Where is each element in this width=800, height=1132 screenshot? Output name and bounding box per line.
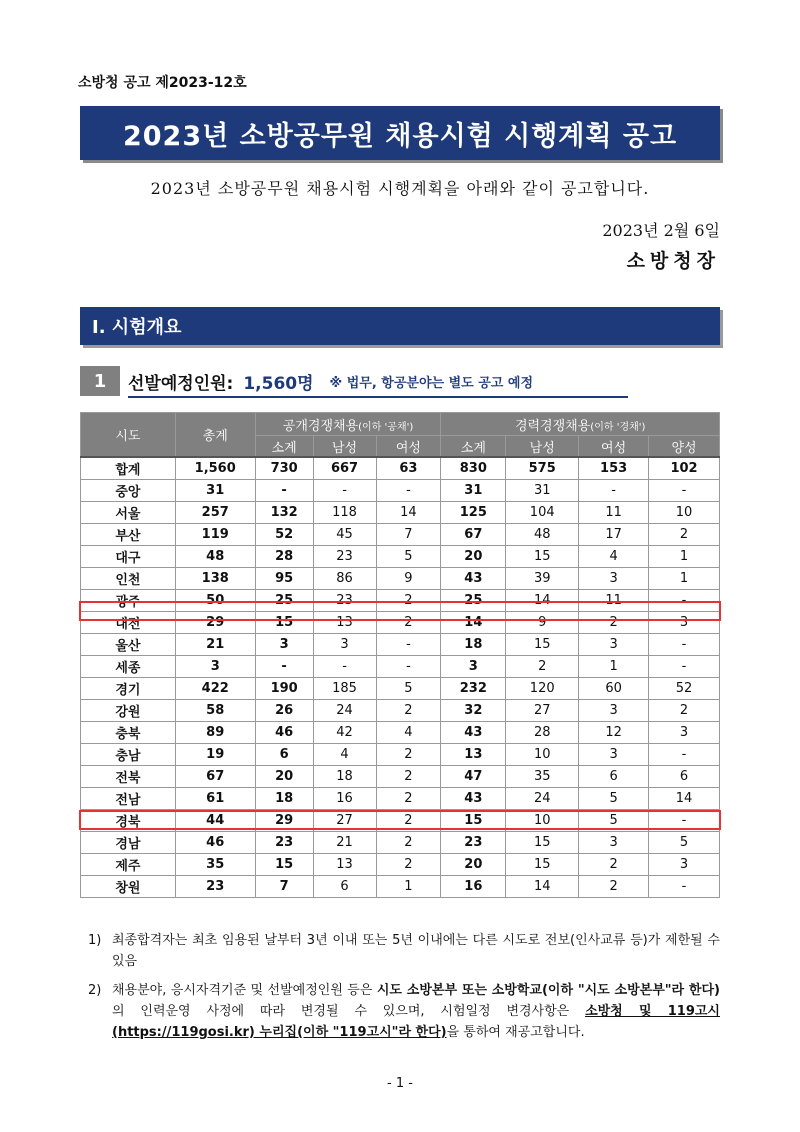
value-cell: -	[649, 876, 720, 898]
value-cell: 5	[579, 810, 649, 832]
value-cell: 18	[255, 788, 313, 810]
value-cell: 45	[313, 524, 376, 546]
value-cell: 2	[376, 744, 441, 766]
table-row	[81, 810, 720, 832]
header-open-recruitment: 공개경쟁채용(이하 '공채')	[255, 413, 441, 436]
value-cell: 15	[506, 546, 579, 568]
value-cell: 86	[313, 568, 376, 590]
region-cell: 울산	[81, 634, 176, 656]
header-region: 시도	[81, 413, 176, 458]
table-row	[81, 568, 720, 590]
value-cell: 575	[506, 457, 579, 480]
subheader-cell: 남성	[313, 436, 376, 458]
value-cell: 23	[313, 546, 376, 568]
footnote-number: 2)	[88, 983, 102, 998]
table-row	[81, 744, 720, 766]
value-cell: 730	[255, 457, 313, 480]
value-cell: 13	[441, 744, 506, 766]
value-cell: 2	[579, 612, 649, 634]
value-cell: 15	[506, 832, 579, 854]
value-cell: -	[255, 656, 313, 678]
region-cell: 합계	[81, 457, 176, 480]
value-cell: 5	[649, 832, 720, 854]
value-cell: 17	[579, 524, 649, 546]
value-cell: 104	[506, 502, 579, 524]
value-cell: 43	[441, 568, 506, 590]
value-cell: 29	[255, 810, 313, 832]
value-cell: 23	[255, 832, 313, 854]
value-cell: 1	[376, 876, 441, 898]
value-cell: 3	[649, 722, 720, 744]
region-cell: 강원	[81, 700, 176, 722]
region-cell: 대전	[81, 612, 176, 634]
value-cell: 44	[175, 810, 255, 832]
value-cell: 3	[175, 656, 255, 678]
value-cell: 1	[649, 568, 720, 590]
value-cell: 2	[649, 524, 720, 546]
table-row	[81, 788, 720, 810]
region-cell: 대구	[81, 546, 176, 568]
value-cell: -	[649, 656, 720, 678]
value-cell: -	[649, 810, 720, 832]
subheader-cell: 소계	[441, 436, 506, 458]
value-cell: 52	[255, 524, 313, 546]
value-cell: 89	[175, 722, 255, 744]
value-cell: 2	[579, 854, 649, 876]
table-row	[81, 700, 720, 722]
value-cell: 10	[506, 744, 579, 766]
value-cell: 13	[313, 854, 376, 876]
value-cell: 102	[649, 457, 720, 480]
value-cell: 2	[376, 788, 441, 810]
value-cell: 60	[579, 678, 649, 700]
value-cell: 2	[376, 590, 441, 612]
region-cell: 충북	[81, 722, 176, 744]
value-cell: 3	[441, 656, 506, 678]
subsection-heading	[128, 366, 628, 398]
subsection-label: 선발예정인원:	[128, 373, 234, 394]
value-cell: -	[255, 480, 313, 502]
header-career-recruitment: 경력경쟁채용(이하 '경채')	[441, 413, 720, 436]
value-cell: 42	[313, 722, 376, 744]
value-cell: 257	[175, 502, 255, 524]
value-cell: 12	[579, 722, 649, 744]
value-cell: 25	[255, 590, 313, 612]
value-cell: 1,560	[175, 457, 255, 480]
value-cell: 1	[579, 656, 649, 678]
value-cell: 20	[441, 546, 506, 568]
value-cell: -	[579, 480, 649, 502]
region-cell: 세종	[81, 656, 176, 678]
value-cell: 48	[506, 524, 579, 546]
subheader-cell: 소계	[255, 436, 313, 458]
value-cell: 11	[579, 590, 649, 612]
value-cell: 2	[376, 612, 441, 634]
region-cell: 중앙	[81, 480, 176, 502]
value-cell: 9	[376, 568, 441, 590]
region-cell: 제주	[81, 854, 176, 876]
value-cell: 58	[175, 700, 255, 722]
value-cell: 16	[313, 788, 376, 810]
value-cell: 6	[649, 766, 720, 788]
value-cell: 20	[441, 854, 506, 876]
value-cell: 3	[579, 634, 649, 656]
value-cell: 27	[313, 810, 376, 832]
table-row	[81, 854, 720, 876]
value-cell: 46	[175, 832, 255, 854]
value-cell: 26	[255, 700, 313, 722]
value-cell: 2	[376, 700, 441, 722]
value-cell: 46	[255, 722, 313, 744]
value-cell: 2	[376, 766, 441, 788]
value-cell: -	[376, 634, 441, 656]
value-cell: 24	[506, 788, 579, 810]
value-cell: 31	[175, 480, 255, 502]
table-total-row	[81, 457, 720, 480]
subsection-note: ※ 법무, 항공분야는 별도 공고 예정	[329, 375, 534, 391]
value-cell: 63	[376, 457, 441, 480]
value-cell: 667	[313, 457, 376, 480]
value-cell: 5	[579, 788, 649, 810]
value-cell: 20	[255, 766, 313, 788]
region-cell: 부산	[81, 524, 176, 546]
value-cell: 2	[376, 854, 441, 876]
value-cell: 3	[649, 612, 720, 634]
value-cell: 35	[506, 766, 579, 788]
value-cell: 31	[441, 480, 506, 502]
value-cell: 48	[175, 546, 255, 568]
table-row	[81, 524, 720, 546]
value-cell: 5	[376, 678, 441, 700]
value-cell: 7	[255, 876, 313, 898]
recruitment-table	[80, 412, 720, 898]
value-cell: -	[649, 744, 720, 766]
value-cell: 28	[255, 546, 313, 568]
value-cell: 3	[579, 744, 649, 766]
value-cell: 4	[313, 744, 376, 766]
value-cell: 16	[441, 876, 506, 898]
value-cell: 18	[441, 634, 506, 656]
value-cell: 118	[313, 502, 376, 524]
value-cell: 39	[506, 568, 579, 590]
value-cell: 3	[579, 568, 649, 590]
value-cell: 4	[579, 546, 649, 568]
value-cell: 830	[441, 457, 506, 480]
region-cell: 인천	[81, 568, 176, 590]
value-cell: 14	[649, 788, 720, 810]
region-cell: 전남	[81, 788, 176, 810]
footnote-1	[88, 930, 720, 972]
region-cell: 경북	[81, 810, 176, 832]
value-cell: 125	[441, 502, 506, 524]
value-cell: 5	[376, 546, 441, 568]
footnote-number: 1)	[88, 933, 102, 948]
header-total: 총계	[175, 413, 255, 458]
region-cell: 서울	[81, 502, 176, 524]
value-cell: 7	[376, 524, 441, 546]
value-cell: 23	[175, 876, 255, 898]
value-cell: -	[313, 656, 376, 678]
value-cell: 15	[506, 854, 579, 876]
value-cell: 2	[649, 700, 720, 722]
value-cell: 14	[441, 612, 506, 634]
value-cell: -	[313, 480, 376, 502]
region-cell: 전북	[81, 766, 176, 788]
value-cell: 23	[313, 590, 376, 612]
value-cell: 18	[313, 766, 376, 788]
value-cell: 50	[175, 590, 255, 612]
value-cell: 95	[255, 568, 313, 590]
value-cell: 2	[376, 832, 441, 854]
value-cell: 52	[649, 678, 720, 700]
value-cell: 43	[441, 722, 506, 744]
value-cell: 67	[441, 524, 506, 546]
value-cell: 15	[441, 810, 506, 832]
value-cell: 23	[441, 832, 506, 854]
value-cell: 132	[255, 502, 313, 524]
signer: 소방청장	[626, 250, 720, 272]
value-cell: 185	[313, 678, 376, 700]
table-row	[81, 502, 720, 524]
value-cell: 119	[175, 524, 255, 546]
value-cell: 32	[441, 700, 506, 722]
value-cell: 6	[255, 744, 313, 766]
value-cell: 6	[579, 766, 649, 788]
value-cell: 19	[175, 744, 255, 766]
value-cell: 25	[441, 590, 506, 612]
region-cell: 경기	[81, 678, 176, 700]
subheader-cell: 남성	[506, 436, 579, 458]
table-row	[81, 634, 720, 656]
value-cell: 3	[579, 700, 649, 722]
value-cell: 6	[313, 876, 376, 898]
footnote-text: 채용분야, 응시자격기준 및 선발예정인원 등은 시도 소방본부 또는 소방학교(이하 "시도 소방본부"라 한다)의 인력운영 사정에 따라 변경될 수 있으며, 시험일정 변경사항은 소방청 및 119고시(https://119gosi.kr) 누리집(이하 "119고시"라 한다)을 통하여 재공고합니다.	[112, 983, 720, 1040]
value-cell: 15	[506, 634, 579, 656]
page-number: - 1 -	[387, 1076, 413, 1091]
table-row	[81, 722, 720, 744]
value-cell: 4	[376, 722, 441, 744]
value-cell: -	[376, 480, 441, 502]
value-cell: 3	[255, 634, 313, 656]
value-cell: 1	[649, 546, 720, 568]
value-cell: 13	[313, 612, 376, 634]
value-cell: 120	[506, 678, 579, 700]
table-row	[81, 832, 720, 854]
footnote-text: 최종합격자는 최초 임용된 날부터 3년 이내 또는 5년 이내에는 다른 시도로 전보(인사교류 등)가 제한될 수 있음	[112, 933, 720, 969]
value-cell: 47	[441, 766, 506, 788]
region-cell: 경남	[81, 832, 176, 854]
value-cell: 35	[175, 854, 255, 876]
intro-text: 2023년 소방공무원 채용시험 시행계획을 아래와 같이 공고합니다.	[150, 179, 650, 198]
value-cell: 10	[506, 810, 579, 832]
value-cell: 14	[506, 590, 579, 612]
value-cell: 2	[506, 656, 579, 678]
footnotes	[88, 930, 720, 1051]
subheader-cell: 양성	[649, 436, 720, 458]
value-cell: 14	[376, 502, 441, 524]
region-cell: 충남	[81, 744, 176, 766]
value-cell: 29	[175, 612, 255, 634]
value-cell: 31	[506, 480, 579, 502]
footnote-2	[88, 980, 720, 1043]
value-cell: 153	[579, 457, 649, 480]
value-cell: -	[649, 634, 720, 656]
table-row	[81, 612, 720, 634]
notice-date: 2023년 2월 6일	[602, 221, 720, 240]
value-cell: 2	[376, 810, 441, 832]
value-cell: 21	[175, 634, 255, 656]
notice-number: 소방청 공고 제2023-12호	[78, 75, 247, 91]
value-cell: -	[649, 480, 720, 502]
value-cell: 11	[579, 502, 649, 524]
value-cell: 15	[255, 854, 313, 876]
section-heading: Ⅰ. 시험개요	[80, 307, 720, 345]
value-cell: 422	[175, 678, 255, 700]
region-cell: 창원	[81, 876, 176, 898]
subheader-cell: 여성	[579, 436, 649, 458]
table-row	[81, 876, 720, 898]
value-cell: 2	[579, 876, 649, 898]
table-row	[81, 678, 720, 700]
table-row	[81, 766, 720, 788]
value-cell: 138	[175, 568, 255, 590]
region-cell: 광주	[81, 590, 176, 612]
value-cell: 27	[506, 700, 579, 722]
value-cell: 232	[441, 678, 506, 700]
value-cell: 3	[313, 634, 376, 656]
value-cell: 43	[441, 788, 506, 810]
value-cell: 3	[649, 854, 720, 876]
value-cell: 9	[506, 612, 579, 634]
value-cell: 10	[649, 502, 720, 524]
value-cell: 3	[579, 832, 649, 854]
table-row	[81, 656, 720, 678]
value-cell: 61	[175, 788, 255, 810]
subsection-number: 1	[80, 366, 120, 396]
value-cell: 28	[506, 722, 579, 744]
subheader-cell: 여성	[376, 436, 441, 458]
table-row	[81, 590, 720, 612]
value-cell: 14	[506, 876, 579, 898]
document-title: 2023년 소방공무원 채용시험 시행계획 공고	[80, 106, 720, 160]
table-row	[81, 480, 720, 502]
value-cell: 21	[313, 832, 376, 854]
value-cell: 24	[313, 700, 376, 722]
table-row	[81, 546, 720, 568]
subsection-value: 1,560명	[243, 373, 314, 394]
value-cell: 190	[255, 678, 313, 700]
value-cell: -	[376, 656, 441, 678]
value-cell: -	[649, 590, 720, 612]
value-cell: 67	[175, 766, 255, 788]
value-cell: 15	[255, 612, 313, 634]
